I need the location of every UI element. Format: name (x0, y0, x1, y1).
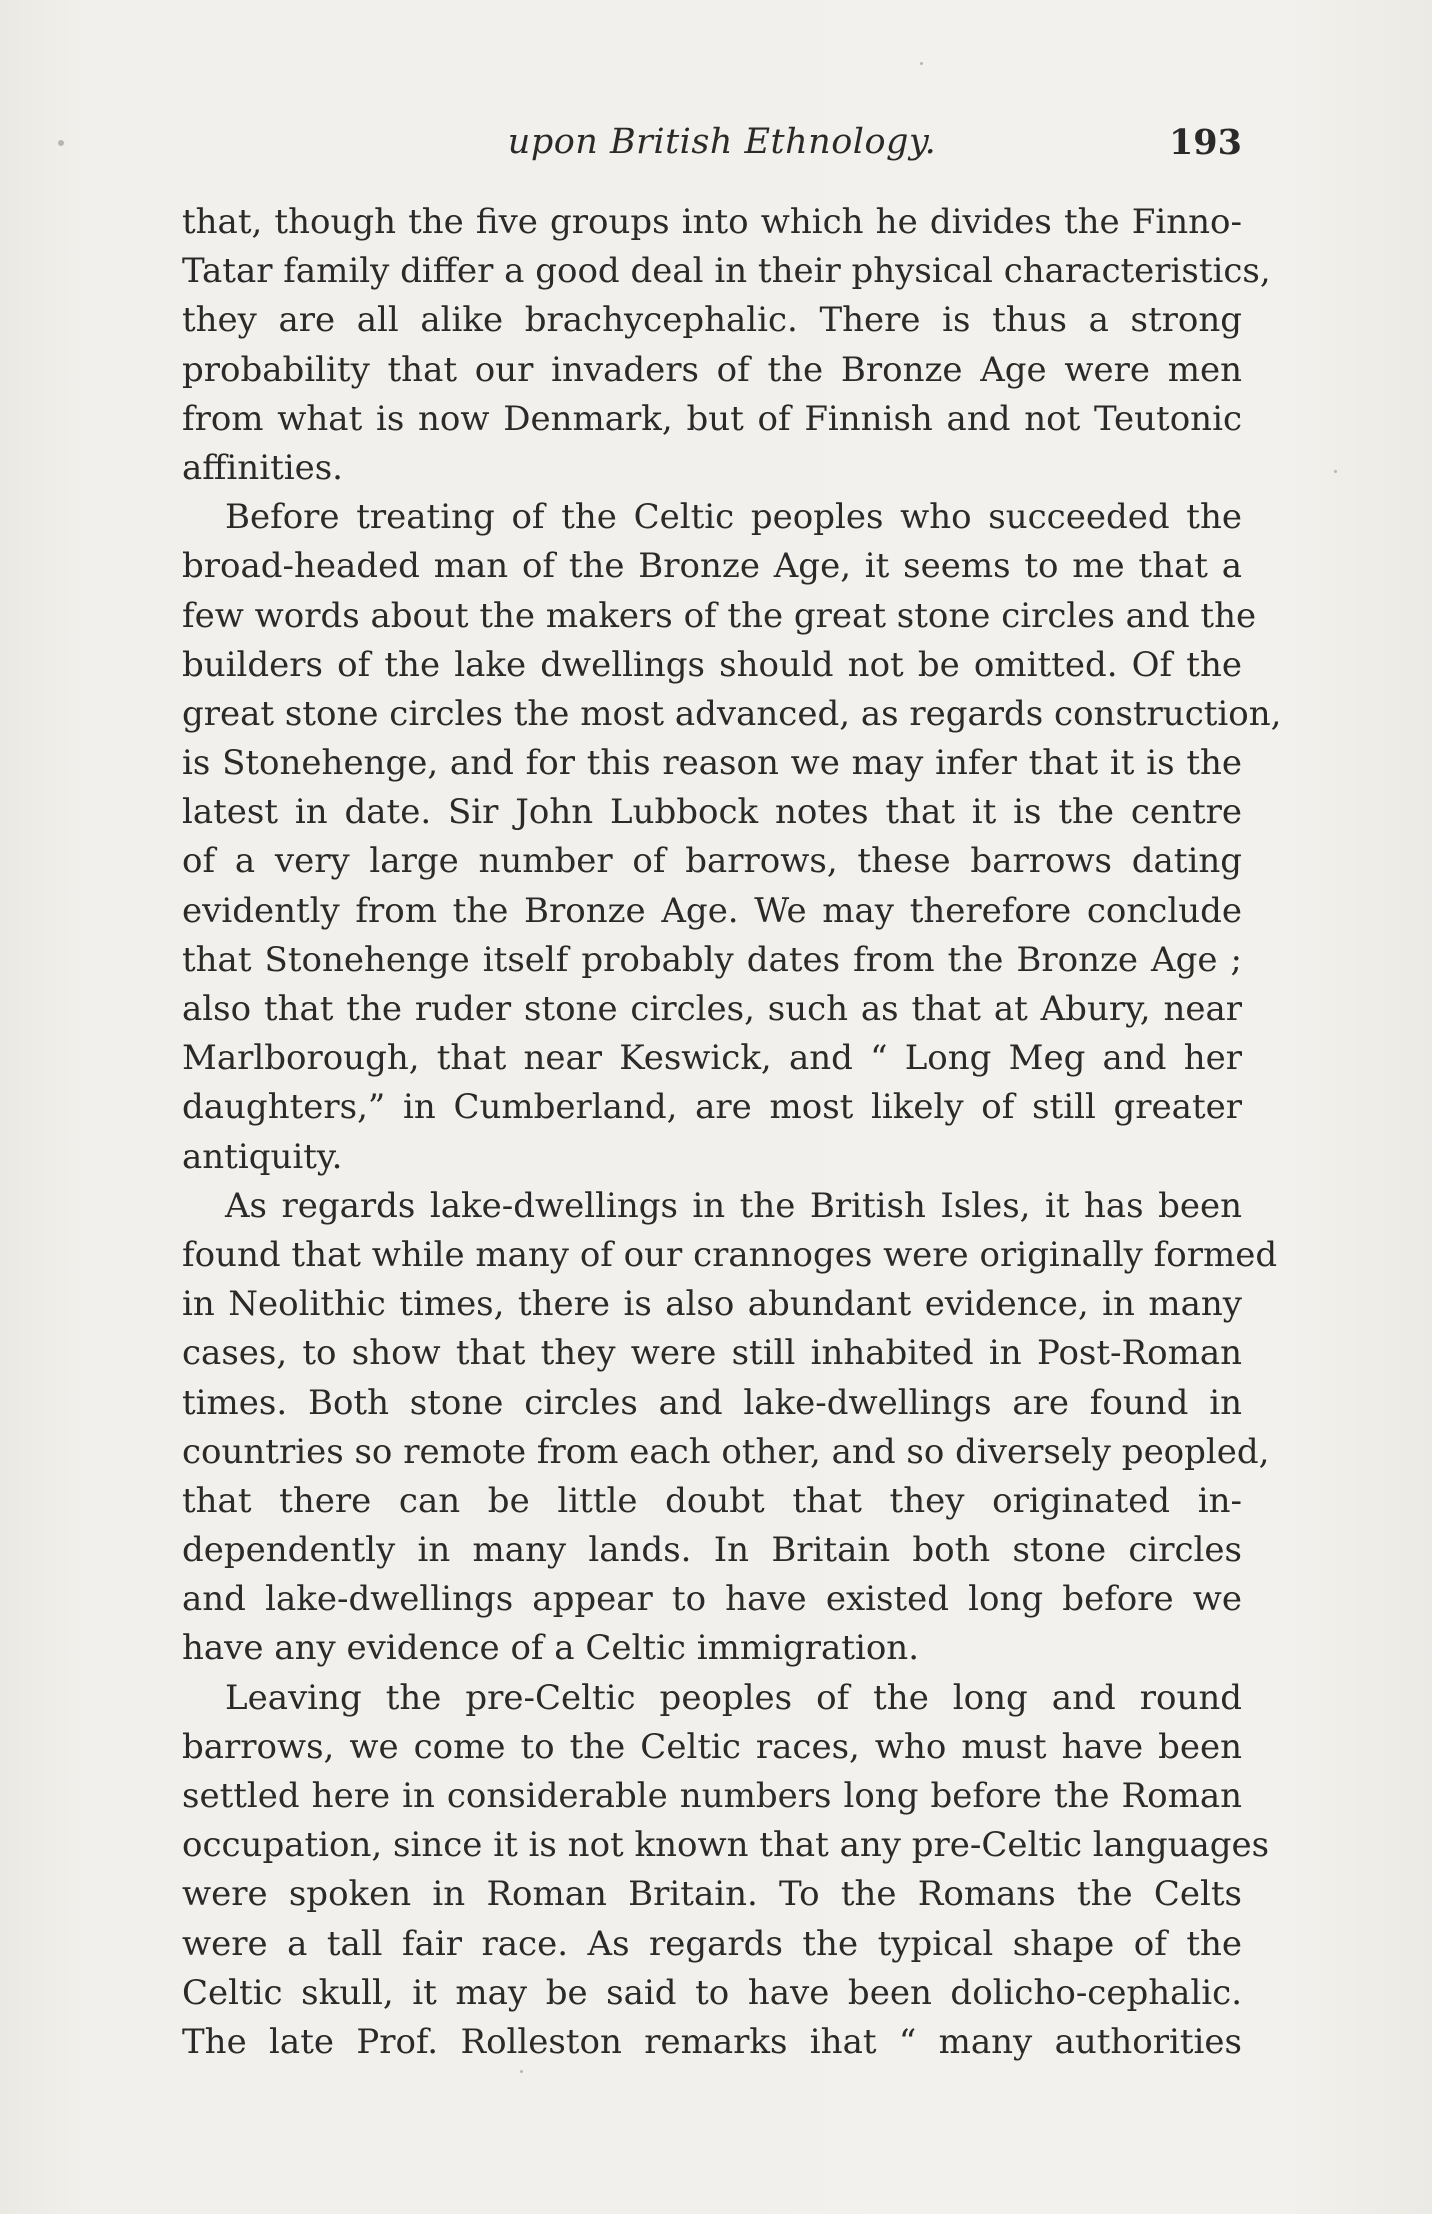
paper-speck (58, 140, 64, 146)
page-header (182, 122, 1242, 172)
text-line: As regards lake-dwellings in the British Isles, it has been (225, 1185, 1242, 1226)
text-line: Before treating of the Celtic peoples who succeeded the (225, 497, 1242, 538)
text-line: dependently in many lands. In Britain both stone circles (182, 1530, 1242, 1571)
text-line: they are all alike brachycephalic. There is thus a strong (182, 300, 1242, 341)
text-line: of a very large number of barrows, these barrows dating (182, 841, 1242, 882)
paper-speck (520, 2070, 523, 2073)
text-line: that, though the five groups into which he divides the Finno- (182, 202, 1242, 242)
text-line: from what is now Denmark, but of Finnish and not Teutonic (182, 398, 1242, 439)
text-line: settled here in considerable numbers long before the Roman (182, 1776, 1242, 1816)
text-line: were spoken in Roman Britain. To the Romans the Celts (182, 1874, 1242, 1915)
text-line: countries so remote from each other, and so diversely peopled, (182, 1431, 1270, 1472)
body-text (182, 198, 1282, 2067)
text-line: antiquity. (182, 1136, 343, 1177)
text-line: were a tall fair race. As regards the typical shape of the (182, 1923, 1242, 1964)
text-line: The late Prof. Rolleston remarks ihat “ many authorities (182, 2021, 1242, 2062)
text-line: have any evidence of a Celtic immigration. (182, 1628, 920, 1669)
text-line: also that the ruder stone circles, such as that at Abury, near (182, 989, 1242, 1029)
text-line: probability that our invaders of the Bronze Age were men (182, 349, 1242, 390)
text-line: times. Both stone circles and lake-dwellings are found in (182, 1382, 1242, 1423)
text-line: occupation, since it is not known that any pre-Celtic languages (182, 1825, 1270, 1866)
running-title: upon British Ethnology. (507, 122, 937, 162)
text-line: that there can be little doubt that they originated in- (182, 1480, 1242, 1521)
text-line: in Neolithic times, there is also abundant evidence, in many (182, 1284, 1242, 1325)
text-line: and lake-dwellings appear to have existed long before we (182, 1579, 1242, 1620)
text-line: barrows, we come to the Celtic races, who must have been (182, 1726, 1242, 1767)
text-line: builders of the lake dwellings should not be omitted. Of the (182, 644, 1242, 685)
paper-speck (1334, 470, 1337, 473)
paper-speck (920, 62, 923, 65)
text-line: Celtic skull, it may be said to have been dolicho-cephalic. (182, 1972, 1242, 2013)
text-line: great stone circles the most advanced, as regards construction, (182, 693, 1282, 734)
text-line: cases, to show that they were still inhabited in Post-Roman (182, 1333, 1242, 1374)
text-line: daughters,” in Cumberland, are most likely of still greater (182, 1087, 1242, 1128)
text-line: is Stonehenge, and for this reason we may infer that it is the (182, 743, 1242, 784)
text-line: few words about the makers of the great stone circles and the (182, 595, 1257, 636)
text-line: Marlborough, that near Keswick, and “ Long Meg and her (182, 1038, 1242, 1079)
text-line: Leaving the pre-Celtic peoples of the long and round (225, 1677, 1242, 1718)
page-number: 193 (1168, 122, 1242, 163)
text-line: affinities. (182, 447, 343, 488)
text-line: found that while many of our crannoges were originally formed (182, 1234, 1278, 1275)
text-line: evidently from the Bronze Age. We may therefore conclude (182, 890, 1242, 931)
text-line: Tatar family differ a good deal in their physical characteristics, (182, 251, 1271, 292)
text-line: broad-headed man of the Bronze Age, it seems to me that a (182, 546, 1242, 587)
text-line: latest in date. Sir John Lubbock notes that it is the centre (182, 792, 1242, 833)
text-line: that Stonehenge itself probably dates from the Bronze Age ; (182, 939, 1242, 980)
